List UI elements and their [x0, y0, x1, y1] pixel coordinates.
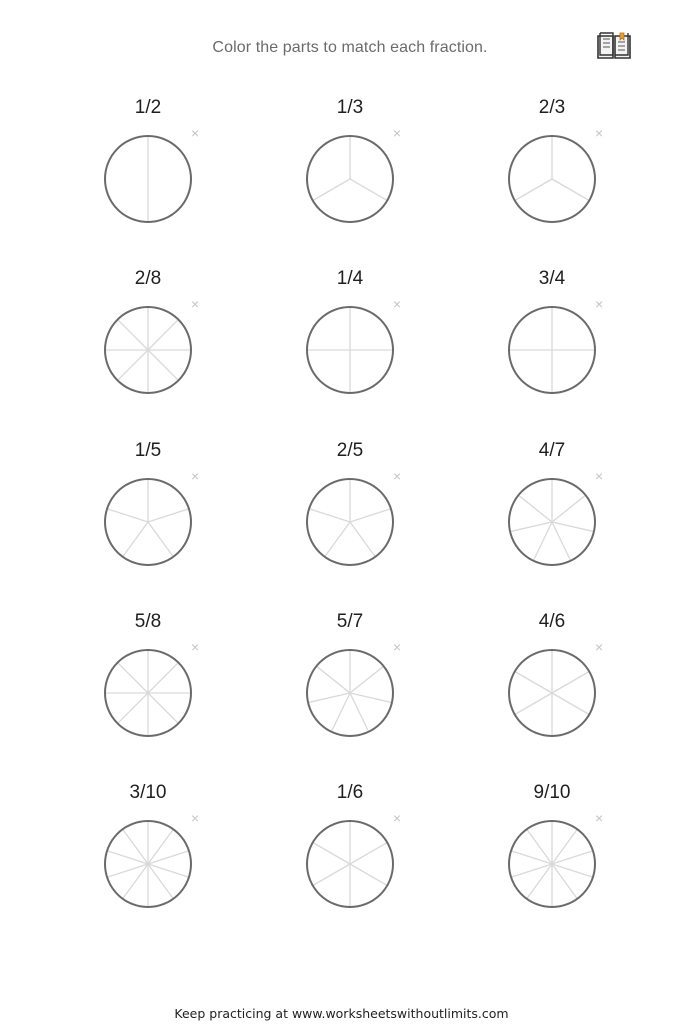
clear-icon[interactable]: ×: [393, 810, 402, 826]
clear-icon[interactable]: ×: [595, 468, 604, 484]
fraction-circle[interactable]: [304, 304, 396, 396]
fraction-cell: [280, 611, 420, 761]
fraction-cell: [78, 97, 218, 247]
divider-line: [148, 829, 173, 864]
footer-text: Keep practicing at www.worksheetswithoutlimits.com: [174, 1006, 509, 1021]
divider-line: [148, 320, 178, 350]
divider-line: [552, 179, 589, 201]
fraction-circle[interactable]: [506, 818, 598, 910]
clear-icon[interactable]: ×: [393, 468, 402, 484]
divider-line: [313, 843, 350, 865]
divider-line: [118, 320, 148, 350]
fraction-circle[interactable]: [102, 476, 194, 568]
fraction-circle[interactable]: [506, 647, 598, 739]
divider-line: [313, 179, 350, 201]
fraction-label: 5/7: [336, 611, 364, 632]
divider-line: [123, 829, 148, 864]
divider-line: [515, 693, 552, 715]
fraction-circle[interactable]: [102, 133, 194, 225]
fraction-label: 9/10: [533, 782, 571, 803]
divider-line: [511, 864, 552, 877]
fraction-circle[interactable]: [506, 476, 598, 568]
divider-line: [118, 350, 148, 380]
fraction-label: 1/5: [134, 440, 162, 461]
clear-icon[interactable]: ×: [595, 125, 604, 141]
fraction-label: 2/8: [134, 268, 162, 289]
divider-line: [552, 495, 586, 522]
divider-line: [350, 179, 387, 201]
divider-line: [527, 864, 552, 899]
divider-line: [350, 864, 387, 886]
fraction-circle[interactable]: [102, 304, 194, 396]
divider-line: [148, 509, 189, 522]
divider-line: [350, 693, 369, 732]
divider-line: [316, 666, 350, 693]
fraction-circle[interactable]: [304, 133, 396, 225]
clear-icon[interactable]: ×: [191, 810, 200, 826]
divider-line: [325, 522, 350, 557]
divider-line: [107, 864, 148, 877]
divider-line: [350, 843, 387, 865]
fraction-circle[interactable]: [304, 476, 396, 568]
divider-line: [510, 522, 552, 532]
divider-line: [515, 672, 552, 694]
fraction-cell: [482, 611, 622, 761]
divider-line: [148, 851, 189, 864]
divider-line: [518, 495, 552, 522]
fraction-cell: [280, 440, 420, 590]
divider-line: [148, 693, 178, 723]
clear-icon[interactable]: ×: [393, 639, 402, 655]
fraction-circle[interactable]: [304, 647, 396, 739]
fraction-cell: [280, 97, 420, 247]
divider-line: [533, 522, 552, 561]
fraction-cell: [482, 268, 622, 418]
divider-line: [515, 179, 552, 201]
clear-icon[interactable]: ×: [191, 639, 200, 655]
divider-line: [118, 693, 148, 723]
divider-line: [350, 509, 391, 522]
divider-line: [148, 522, 173, 557]
divider-line: [148, 864, 173, 899]
fraction-cell: [482, 440, 622, 590]
fraction-cell: [78, 611, 218, 761]
divider-line: [148, 350, 178, 380]
divider-line: [107, 851, 148, 864]
fraction-cell: [78, 268, 218, 418]
fraction-label: 2/3: [538, 97, 566, 118]
divider-line: [552, 522, 571, 561]
clear-icon[interactable]: ×: [191, 468, 200, 484]
fraction-label: 3/10: [129, 782, 167, 803]
page-title: Color the parts to match each fraction.: [212, 39, 488, 56]
divider-line: [123, 864, 148, 899]
divider-line: [552, 864, 593, 877]
divider-line: [552, 829, 577, 864]
divider-line: [309, 509, 350, 522]
divider-line: [148, 663, 178, 693]
fraction-cell: [78, 782, 218, 932]
fraction-label: 3/4: [538, 268, 566, 289]
divider-line: [308, 693, 350, 703]
divider-line: [123, 522, 148, 557]
divider-line: [552, 693, 589, 715]
fraction-circle[interactable]: [506, 304, 598, 396]
divider-line: [552, 522, 594, 532]
fraction-label: 5/8: [134, 611, 162, 632]
clear-icon[interactable]: ×: [191, 296, 200, 312]
clear-icon[interactable]: ×: [595, 810, 604, 826]
fraction-circle[interactable]: [102, 818, 194, 910]
divider-line: [350, 666, 384, 693]
fraction-circle[interactable]: [304, 818, 396, 910]
divider-line: [107, 509, 148, 522]
fraction-label: 4/7: [538, 440, 566, 461]
fraction-label: 1/2: [134, 97, 162, 118]
divider-line: [148, 864, 189, 877]
fraction-cell: [482, 782, 622, 932]
fraction-cell: [280, 268, 420, 418]
fraction-circle[interactable]: [102, 647, 194, 739]
clear-icon[interactable]: ×: [393, 125, 402, 141]
divider-line: [350, 693, 392, 703]
clear-icon[interactable]: ×: [191, 125, 200, 141]
fraction-cell: [280, 782, 420, 932]
divider-line: [350, 522, 375, 557]
divider-line: [552, 864, 577, 899]
fraction-label: 1/6: [336, 782, 364, 803]
clear-icon[interactable]: ×: [393, 296, 402, 312]
fraction-label: 4/6: [538, 611, 566, 632]
fraction-label: 1/3: [336, 97, 364, 118]
fraction-cell: [78, 440, 218, 590]
divider-line: [313, 864, 350, 886]
clear-icon[interactable]: ×: [595, 639, 604, 655]
fraction-cell: [482, 97, 622, 247]
divider-line: [527, 829, 552, 864]
clear-icon[interactable]: ×: [595, 296, 604, 312]
fraction-label: 2/5: [336, 440, 364, 461]
fraction-label: 1/4: [336, 268, 364, 289]
divider-line: [511, 851, 552, 864]
divider-line: [331, 693, 350, 732]
divider-line: [552, 672, 589, 694]
divider-line: [552, 851, 593, 864]
divider-line: [118, 663, 148, 693]
fraction-circle[interactable]: [506, 133, 598, 225]
